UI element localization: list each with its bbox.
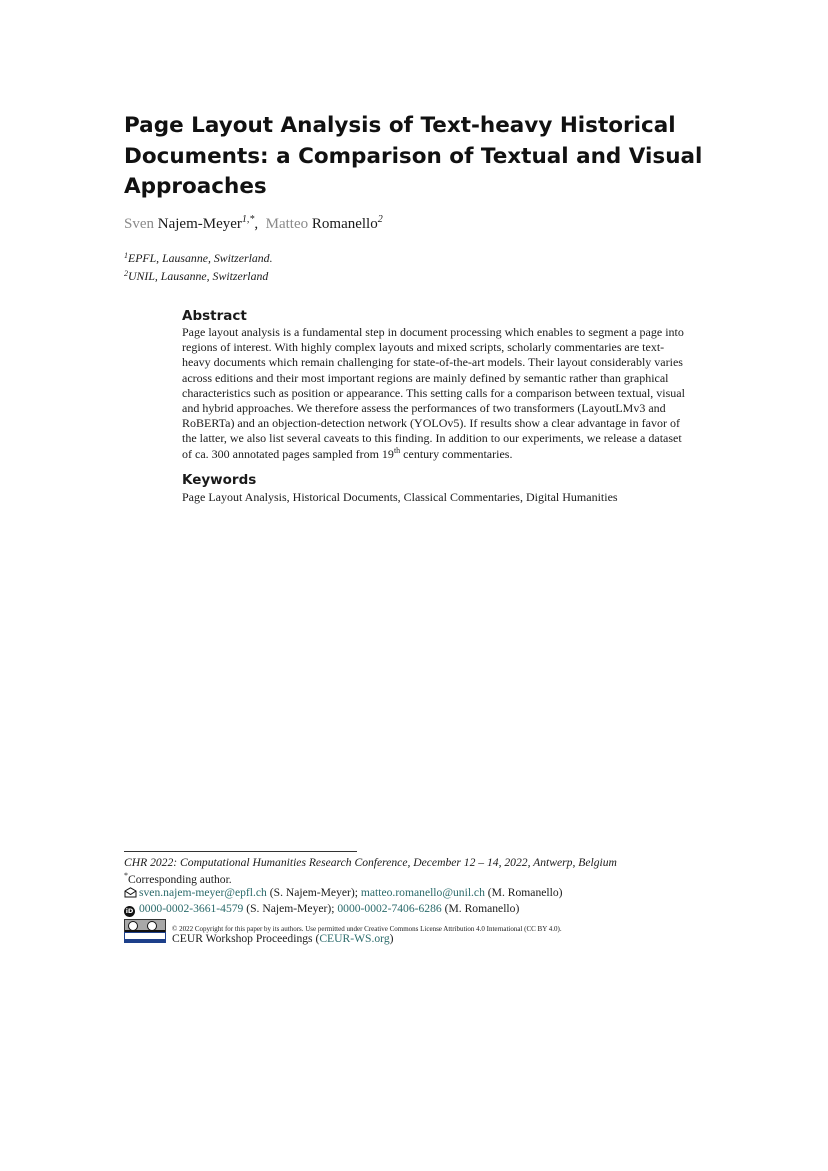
title-line: Approaches	[124, 174, 267, 199]
title-line: Page Layout Analysis of Text-heavy Historical	[124, 113, 676, 138]
corresponding-text: Corresponding author.	[128, 872, 232, 886]
author-family-name: Romanello	[311, 216, 378, 232]
abstract-body	[182, 325, 706, 462]
ceur-text: )	[389, 932, 394, 945]
abstract-text: of ca. 300 annotated pages sampled from 19	[182, 446, 394, 461]
orcid-note	[124, 902, 519, 917]
copyright-text: © 2022 Copyright for this paper by its authors. Use permitted under Creative Commons License Attribution 4.0 International (CC BY 4.0).	[172, 925, 562, 933]
author-given-name: Matteo	[265, 216, 309, 232]
author-list: Sven Najem-Meyer$^{1,*}$, Matteo Romanello$^2$	[124, 214, 383, 232]
ceur-logo-icon	[124, 932, 166, 943]
author-affil-mark: 2	[377, 214, 383, 225]
affiliation	[124, 251, 273, 266]
orcid-owner: (M. Romanello)	[441, 902, 520, 915]
abstract-line: Page layout analysis is a fundamental step in document processing which enables to segment a page into	[182, 325, 684, 339]
conference-note: CHR 2022: Computational Humanities Research Conference, December 12 – 14, 2022, Antwerp, Belgium	[124, 856, 617, 869]
ordinal-suffix: th	[393, 445, 401, 455]
abstract-line: across editions and their most important regions are mainly defined by semantic rather than graphical	[182, 370, 669, 385]
abstract-line: and hybrid approaches. We therefore assess the performances of two transformers (LayoutLMv3 and	[182, 401, 666, 416]
abstract-line: the latter, we also list several caveats to this finding. In addition to our experiments, we release a dataset	[182, 431, 682, 446]
cc-by-badge-icon	[124, 919, 166, 933]
email-owner: (M. Romanello)	[484, 886, 563, 899]
envelope-icon	[124, 887, 137, 901]
email-owner: (S. Najem-Meyer);	[266, 886, 361, 899]
ceur-text: CEUR Workshop Proceedings (	[172, 932, 320, 945]
orcid-owner: (S. Najem-Meyer);	[243, 902, 338, 915]
affiliation-text: UNIL, Lausanne, Switzerland	[128, 269, 269, 283]
email-link[interactable]: sven.najem-meyer@epfl.ch	[139, 886, 267, 899]
footnote-rule	[124, 851, 357, 852]
author-family-name: Najem-Meyer	[157, 216, 242, 232]
email-link[interactable]: matteo.romanello@unil.ch	[360, 886, 485, 899]
corresponding-mark: *	[124, 871, 128, 880]
ceur-link[interactable]: CEUR-WS.org	[319, 932, 390, 945]
affiliation-mark: 1	[124, 251, 128, 260]
orcid-link[interactable]: 0000-0002-3661-4579	[139, 902, 244, 915]
ceur-note	[124, 932, 394, 945]
abstract-line: characteristics such as position or appearance. This setting calls for a comparison between textual, visual	[182, 385, 685, 400]
title-line: Documents: a Comparison of Textual and Visual	[124, 143, 703, 169]
affiliation-mark: 2	[124, 269, 128, 278]
affiliation	[124, 269, 268, 284]
affiliation-text: EPFL, Lausanne, Switzerland.	[128, 251, 273, 265]
corresponding-note	[124, 871, 232, 886]
keywords-list: Page Layout Analysis, Historical Documents, Classical Commentaries, Digital Humanities	[182, 490, 618, 504]
keywords-heading: Keywords	[182, 472, 257, 488]
abstract-line: RoBERTa) and an objection-detection network (YOLOv5). If results show a clear advantage in favor of	[182, 416, 680, 431]
author-affil-mark: 1,*	[241, 214, 255, 225]
abstract-line	[182, 447, 706, 462]
abstract-line: regions of interest. With highly complex layouts and mixed scripts, scholarly commentaries are text-	[182, 340, 665, 355]
orcid-link[interactable]: 0000-0002-7406-6286	[337, 902, 442, 915]
copyright-note	[124, 919, 562, 933]
abstract-text: century commentaries.	[400, 446, 513, 461]
email-note	[124, 886, 563, 901]
abstract-heading: Abstract	[182, 308, 247, 324]
orcid-icon: iD	[125, 907, 134, 915]
paper-title	[124, 111, 703, 203]
author-given-name: Sven	[124, 216, 154, 232]
abstract-line: heavy documents which remain challenging for state-of-the-art models. Their layout considerably varies	[182, 355, 683, 370]
